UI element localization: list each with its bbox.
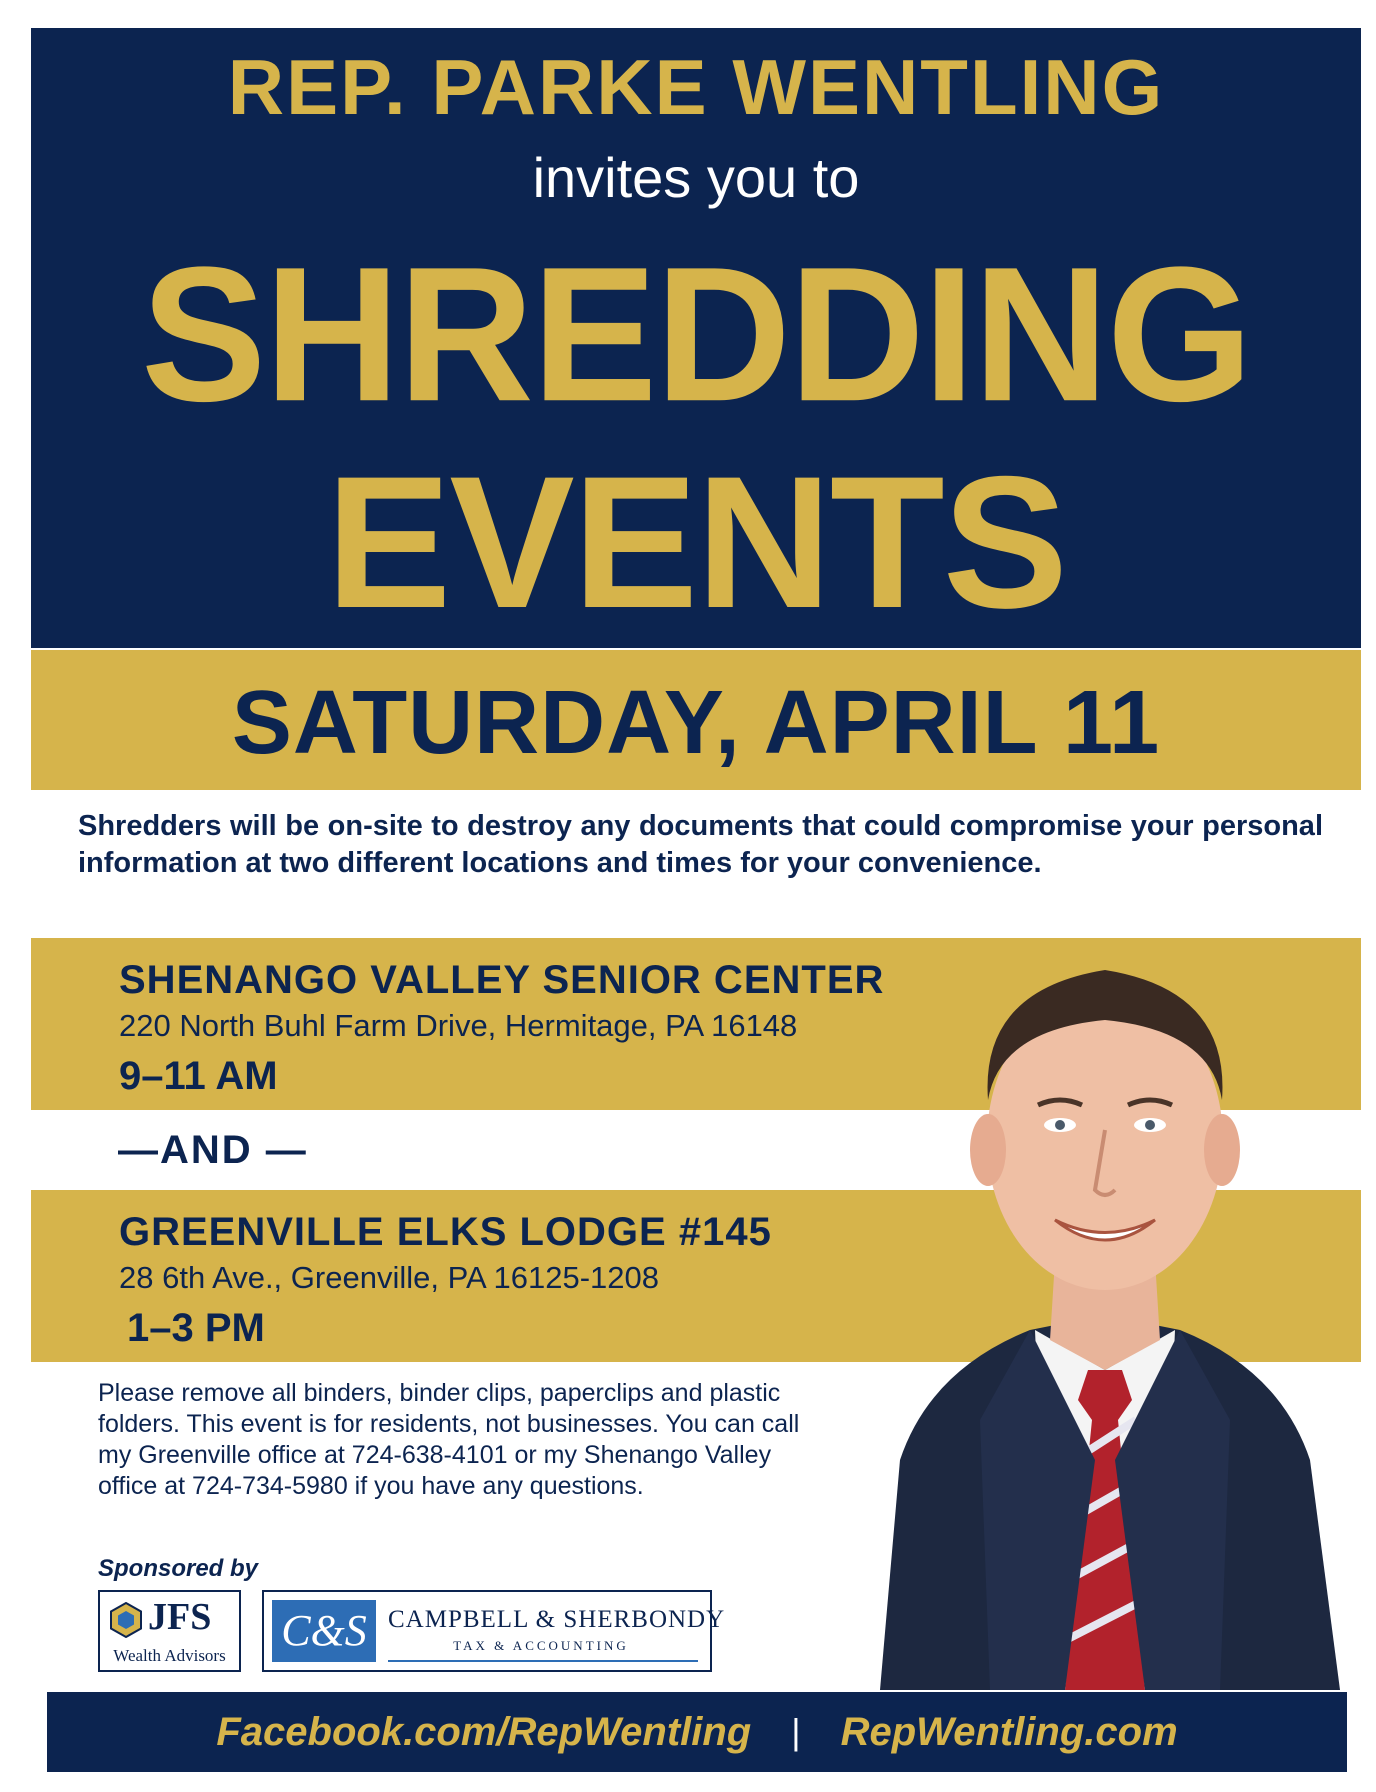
title-shredding: SHREDDING <box>140 226 1252 442</box>
jfs-name: JFS <box>148 1596 212 1638</box>
cs-subtitle: TAX & ACCOUNTING <box>453 1638 629 1653</box>
jfs-logo <box>98 1590 241 1672</box>
website-link[interactable]: RepWentling.com <box>840 1709 1178 1754</box>
title-events: EVENTS <box>325 437 1067 647</box>
location-time: 9–11 AM <box>119 1054 278 1098</box>
sponsored-label: Sponsored by <box>98 1555 259 1582</box>
location-address: 28 6th Ave., Greenville, PA 16125-1208 <box>119 1260 660 1295</box>
jfs-subtitle: Wealth Advisors <box>113 1646 226 1665</box>
footer-separator: | <box>791 1711 801 1752</box>
location-name: SHENANGO VALLEY SENIOR CENTER <box>119 958 885 1002</box>
location-address: 220 North Buhl Farm Drive, Hermitage, PA 16148 <box>119 1008 798 1043</box>
hexagon-icon <box>108 1602 144 1638</box>
location-name: GREENVILLE ELKS LODGE #145 <box>119 1210 772 1254</box>
location-time: 1–3 PM <box>127 1306 265 1350</box>
representative-photo <box>860 900 1350 1690</box>
notes-text: Please remove all binders, binder clips, paperclips and plastic folders. This event is for residents, not businesses. You can call my Greenville office at 724-638-4101 or my Shenango Valley office at 724-734-5980 if you have any questions. <box>98 1379 800 1500</box>
date-banner <box>31 650 1361 790</box>
campbell-sherbondy-logo <box>262 1590 726 1672</box>
and-divider: —AND — <box>118 1128 308 1172</box>
intro-text: Shredders will be on-site to destroy any documents that could compromise your personal information at two different locations and times for your convenience. <box>78 810 1323 879</box>
cs-badge: C&S <box>272 1600 376 1662</box>
cs-name: CAMPBELL & SHERBONDY <box>388 1606 726 1633</box>
event-date: SATURDAY, APRIL 11 <box>231 673 1161 773</box>
header-banner <box>31 28 1361 648</box>
footer-banner <box>47 1692 1347 1772</box>
invite-text: invites you to <box>532 146 860 209</box>
facebook-link[interactable]: Facebook.com/RepWentling <box>216 1709 752 1754</box>
cs-rule <box>388 1660 698 1662</box>
rep-name: REP. PARKE WENTLING <box>227 43 1165 131</box>
